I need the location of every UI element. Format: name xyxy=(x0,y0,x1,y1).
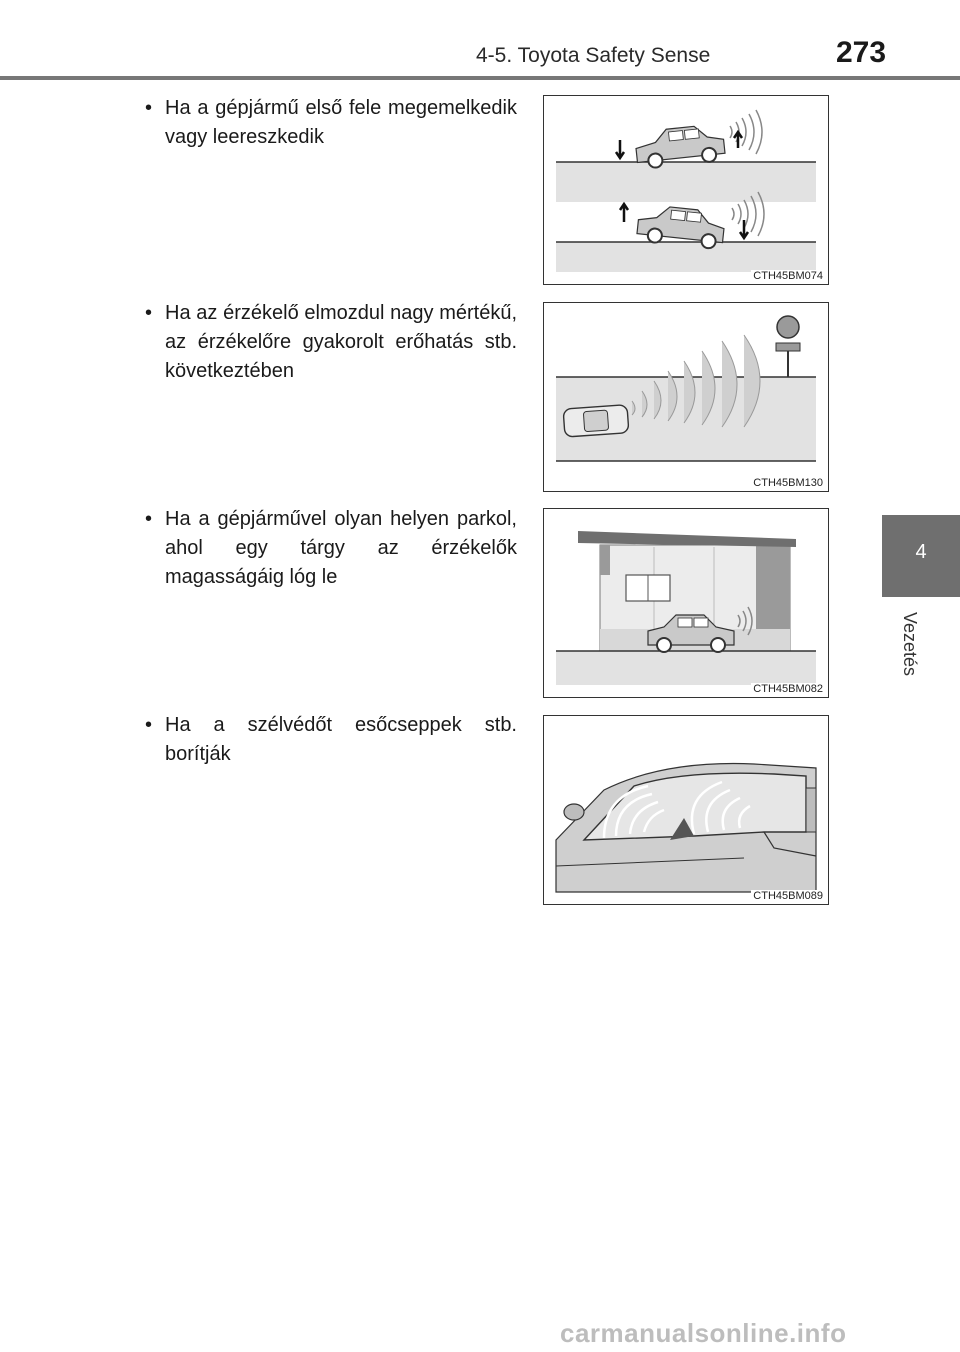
chapter-label xyxy=(896,612,926,692)
bullet-item xyxy=(145,711,517,769)
watermark: carmanualsonline.info xyxy=(560,1318,847,1348)
chapter-number: 4 xyxy=(915,541,927,563)
bullet-dot: • xyxy=(145,97,153,119)
figure-car-pitch xyxy=(543,95,829,285)
page-number: 273 xyxy=(836,36,887,69)
section-title: 4-5. Toyota Safety Sense xyxy=(476,44,711,67)
car-pitch-icon xyxy=(544,96,828,284)
bullet-text: Ha a gépjármű első fele megemelkedik vagy leereszkedik xyxy=(165,97,517,148)
figure-rain-windshield xyxy=(543,715,829,905)
bullet-text: Ha a szélvédőt esőcseppek stb. borítják xyxy=(165,714,517,765)
bullet-item xyxy=(145,94,517,152)
bullet-dot: • xyxy=(145,508,153,530)
bullet-text: Ha a gépjárművel olyan helyen parkol, ahol egy tárgy az érzékelők magasságáig lóg le xyxy=(165,508,517,588)
figure-code: CTH45BM089 xyxy=(753,890,823,902)
figure-code: CTH45BM082 xyxy=(753,683,823,695)
rain-windshield-icon xyxy=(544,716,828,904)
bullet-item xyxy=(145,299,517,386)
header-divider xyxy=(0,76,960,80)
figure-overhang-parking xyxy=(543,508,829,698)
bullet-item xyxy=(145,505,517,592)
figure-code: CTH45BM130 xyxy=(753,477,823,489)
bullet-text: Ha az érzékelő elmozdul nagy mértékű, az érzékelőre gyakorolt erőhatás stb. következtében xyxy=(165,302,517,382)
sensor-misaligned-icon xyxy=(544,303,828,491)
figure-sensor-misaligned xyxy=(543,302,829,492)
chapter-label-text: Vezetés xyxy=(900,612,920,677)
bullet-dot: • xyxy=(145,714,153,736)
bullet-dot: • xyxy=(145,302,153,324)
chapter-tab[interactable] xyxy=(882,515,960,597)
figure-code: CTH45BM074 xyxy=(753,270,823,282)
overhang-parking-icon xyxy=(544,509,828,697)
